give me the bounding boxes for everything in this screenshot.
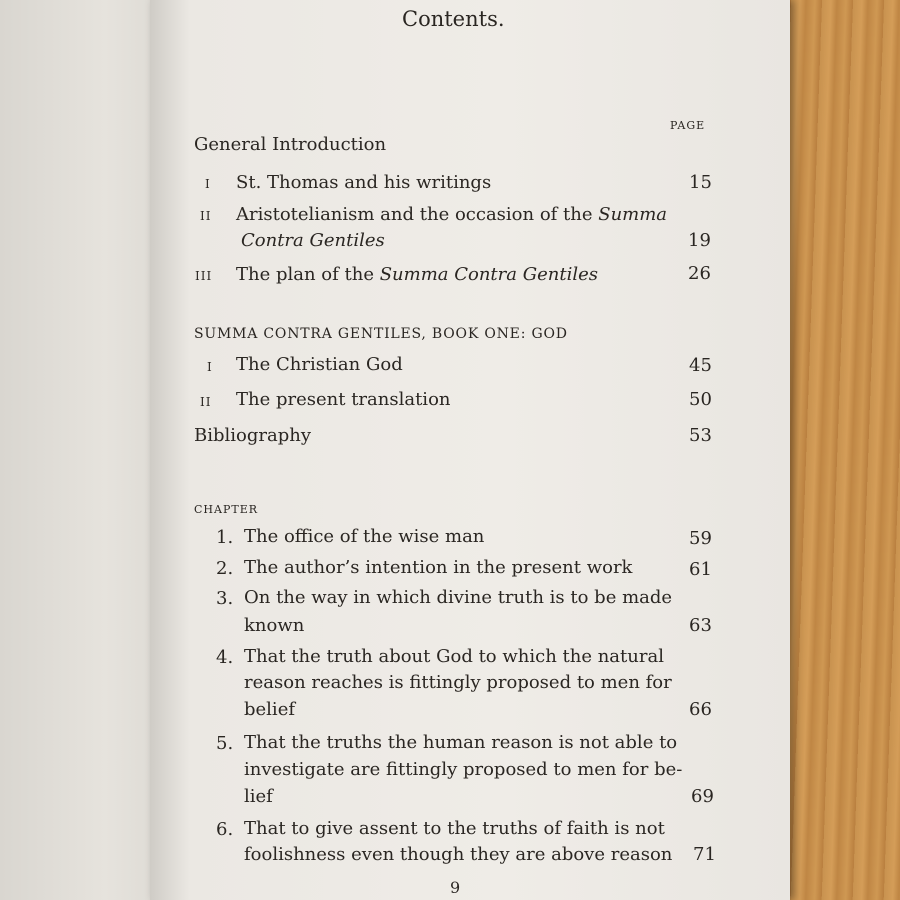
- chapter-6-title-line1: That to give assent to the truths of faith is not: [244, 818, 665, 839]
- chapter-column-label: CHAPTER: [194, 503, 259, 516]
- intro-item-3-title: [236, 266, 598, 284]
- intro-item-3-page: 26: [688, 263, 711, 284]
- intro-item-2-title-text: Aristotelianism and the occasion of the: [236, 204, 599, 225]
- book-item-1-roman: I: [207, 360, 213, 374]
- left-page-edge: [0, 0, 175, 900]
- chapter-6-title-line2: foolishness even though they are above reason: [244, 844, 673, 865]
- book-item-2-title: The present translation: [236, 389, 451, 410]
- chapter-4-number: 4.: [216, 647, 234, 668]
- intro-item-2-title-line2: Contra Gentiles: [241, 230, 385, 251]
- intro-item-1-page: 15: [689, 172, 712, 193]
- chapter-4-title-line3: belief: [244, 699, 296, 720]
- chapter-2-title: The author’s intention in the present work: [244, 557, 633, 578]
- chapter-2-page: 61: [689, 559, 712, 580]
- book-item-1-title: The Christian God: [236, 354, 403, 375]
- intro-item-2-page: 19: [688, 230, 711, 251]
- chapter-3-number: 3.: [216, 588, 234, 609]
- chapter-4-title-line2: reason reaches is fittingly proposed to men for: [244, 672, 672, 693]
- intro-item-1-title: St. Thomas and his writings: [236, 172, 492, 193]
- book-item-2-page: 50: [689, 389, 712, 410]
- book-one-heading: SUMMA CONTRA GENTILES, BOOK ONE: GOD: [194, 326, 568, 342]
- chapter-1-number: 1.: [216, 527, 234, 548]
- chapter-2-number: 2.: [216, 558, 234, 579]
- chapter-1-page: 59: [689, 528, 712, 549]
- book-item-1-page: 45: [689, 355, 712, 376]
- bibliography-heading: Bibliography: [194, 425, 311, 446]
- page-number: 9: [450, 878, 461, 897]
- chapter-5-title-line2: investigate are fittingly proposed to men for be-: [244, 759, 683, 780]
- chapter-5-title-line1: That the truths the human reason is not able to: [244, 732, 678, 753]
- chapter-1-title: The office of the wise man: [244, 526, 485, 547]
- intro-item-3-roman: III: [195, 269, 213, 283]
- general-introduction-heading: General Introduction: [194, 134, 387, 155]
- chapter-3-page: 63: [689, 615, 712, 636]
- bibliography-page: 53: [689, 425, 712, 446]
- chapter-3-title-line1: On the way in which divine truth is to be made: [244, 587, 673, 608]
- chapter-5-page: 69: [691, 786, 714, 807]
- chapter-6-number: 6.: [216, 819, 234, 840]
- book-item-2-roman: II: [200, 395, 212, 409]
- intro-item-2-title-line1: [236, 206, 667, 224]
- intro-item-1-roman: I: [205, 177, 211, 191]
- chapter-6-page: 71: [693, 844, 716, 865]
- chapter-3-title-line2: known: [244, 615, 305, 636]
- page-title: Contents.: [402, 7, 505, 31]
- chapter-4-title-line1: That the truth about God to which the natural: [244, 646, 664, 667]
- intro-item-3-title-italic: Summa Contra Gentiles: [379, 264, 598, 285]
- intro-item-2-roman: II: [200, 209, 212, 223]
- page-column-label: PAGE: [670, 119, 706, 132]
- intro-item-2-title-italic: Summa: [598, 204, 668, 225]
- chapter-4-page: 66: [689, 699, 712, 720]
- chapter-5-title-line3: lief: [244, 786, 273, 807]
- intro-item-3-title-text: The plan of the: [236, 264, 380, 285]
- chapter-5-number: 5.: [216, 733, 234, 754]
